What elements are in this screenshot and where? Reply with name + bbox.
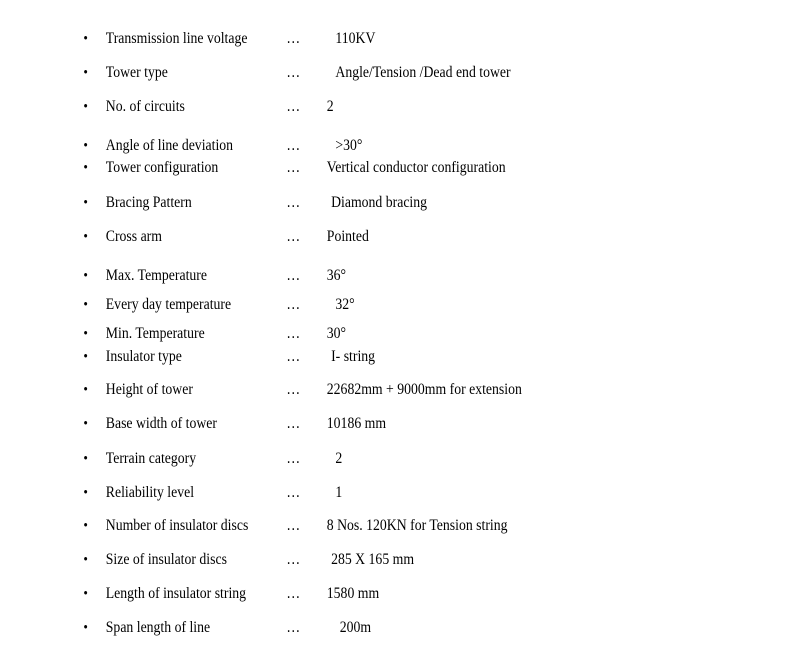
item-label: Span length of line — [105, 619, 211, 636]
separator: … — [286, 619, 301, 636]
separator: … — [286, 484, 301, 501]
separator: … — [286, 348, 301, 365]
item-value: Vertical conductor configuration — [326, 159, 506, 176]
item-label: Size of insulator discs — [105, 551, 227, 568]
bullet-icon: • — [83, 451, 88, 467]
item-label: Bracing Pattern — [105, 194, 192, 211]
list-item — [0, 582, 696, 606]
bullet-icon: • — [83, 31, 88, 47]
item-value: >30° — [335, 137, 363, 154]
item-label: Insulator type — [105, 348, 182, 365]
separator: … — [286, 551, 301, 568]
bullet-icon: • — [83, 552, 88, 568]
separator: … — [286, 137, 301, 154]
item-label: Height of tower — [105, 381, 193, 398]
bullet-icon: • — [83, 65, 88, 81]
separator: … — [286, 585, 301, 602]
item-label: Transmission line voltage — [105, 30, 248, 47]
item-label: Every day temperature — [105, 296, 232, 313]
item-value: 22682mm + 9000mm for extension — [326, 381, 522, 398]
list-item — [0, 548, 696, 572]
list-item — [0, 481, 696, 505]
bullet-icon: • — [83, 485, 88, 501]
item-label: Tower configuration — [105, 159, 219, 176]
separator: … — [286, 228, 301, 245]
separator: … — [286, 450, 301, 467]
list-item — [0, 225, 696, 249]
item-value: 30° — [326, 325, 347, 342]
item-label: Base width of tower — [105, 415, 217, 432]
bullet-icon: • — [83, 326, 88, 342]
item-value: Pointed — [326, 228, 369, 245]
bullet-icon: • — [83, 268, 88, 284]
list-item — [0, 447, 696, 471]
item-value: 200m — [339, 619, 372, 636]
separator: … — [286, 159, 301, 176]
item-value: 1580 mm — [326, 585, 380, 602]
item-label: Terrain category — [105, 450, 197, 467]
list-item — [0, 616, 696, 640]
item-label: No. of circuits — [105, 98, 185, 115]
list-item — [0, 514, 696, 538]
item-value: 2 — [335, 450, 343, 467]
bullet-icon: • — [83, 382, 88, 398]
list-item — [0, 27, 696, 51]
item-label: Min. Temperature — [105, 325, 205, 342]
bullet-icon: • — [83, 518, 88, 534]
separator: … — [286, 64, 301, 81]
item-value: 2 — [326, 98, 334, 115]
bullet-icon: • — [83, 416, 88, 432]
item-label: Length of insulator string — [105, 585, 247, 602]
bullet-icon: • — [83, 99, 88, 115]
item-value: Angle/Tension /Dead end tower — [335, 64, 511, 81]
bullet-icon: • — [83, 297, 88, 313]
separator: … — [286, 30, 301, 47]
list-item — [0, 134, 696, 158]
separator: … — [286, 98, 301, 115]
item-label: Number of insulator discs — [105, 517, 249, 534]
separator: … — [286, 194, 301, 211]
bullet-icon: • — [83, 586, 88, 602]
item-value: 10186 mm — [326, 415, 387, 432]
list-item — [0, 191, 696, 215]
list-item — [0, 264, 696, 288]
list-item — [0, 322, 696, 346]
list-item — [0, 95, 696, 119]
bullet-icon: • — [83, 349, 88, 365]
item-value: 36° — [326, 267, 347, 284]
item-value: 32° — [335, 296, 355, 313]
separator: … — [286, 296, 301, 313]
list-item — [0, 345, 696, 369]
bullet-icon: • — [83, 160, 88, 176]
item-value: 285 X 165 mm — [331, 551, 415, 568]
separator: … — [286, 325, 301, 342]
item-value: Diamond bracing — [331, 194, 428, 211]
separator: … — [286, 415, 301, 432]
separator: … — [286, 267, 301, 284]
list-item — [0, 293, 696, 317]
item-label: Reliability level — [105, 484, 195, 501]
separator: … — [286, 381, 301, 398]
item-value: 1 — [335, 484, 343, 501]
list-item — [0, 156, 696, 180]
item-value: 110KV — [335, 30, 376, 47]
bullet-icon: • — [83, 138, 88, 154]
list-item — [0, 412, 696, 436]
bullet-icon: • — [83, 229, 88, 245]
item-label: Tower type — [105, 64, 168, 81]
bullet-icon: • — [83, 195, 88, 211]
list-item — [0, 378, 696, 402]
separator: … — [286, 517, 301, 534]
item-label: Max. Temperature — [105, 267, 207, 284]
item-label: Cross arm — [105, 228, 162, 245]
item-value: I- string — [331, 348, 376, 365]
list-item — [0, 61, 696, 85]
bullet-icon: • — [83, 620, 88, 636]
item-value: 8 Nos. 120KN for Tension string — [326, 517, 508, 534]
item-label: Angle of line deviation — [105, 137, 234, 154]
